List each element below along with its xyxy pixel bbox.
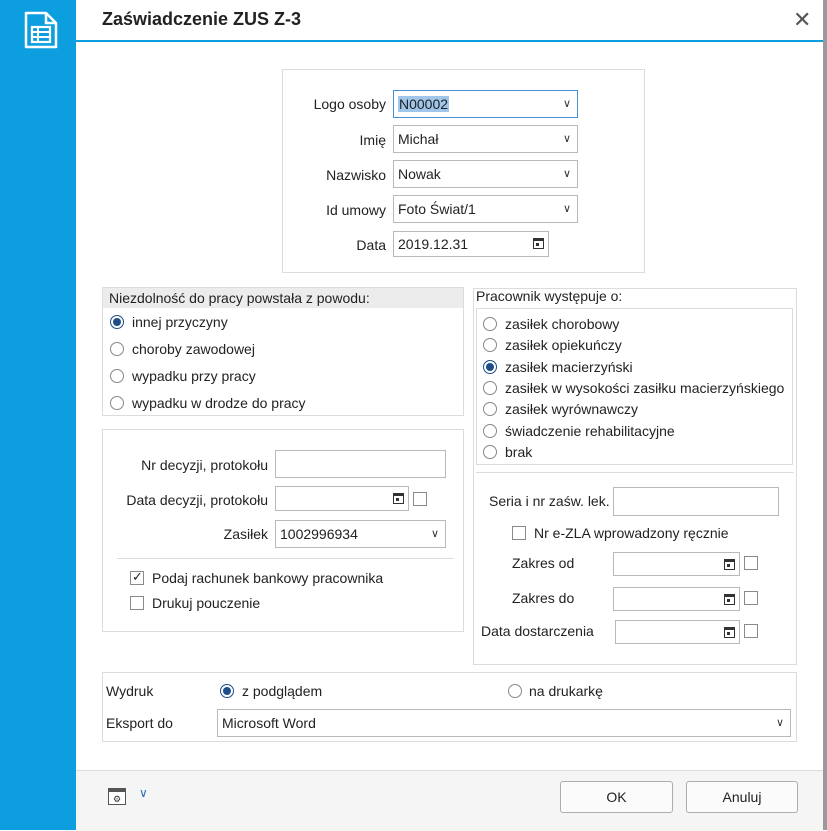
chevron-down-icon: ∨ xyxy=(430,528,439,540)
ezla-checkbox[interactable] xyxy=(512,526,526,540)
dostarczenie-field[interactable] xyxy=(615,620,740,644)
ezla-label: Nr e-ZLA wprowadzony ręcznie xyxy=(534,525,729,541)
logo-select[interactable] xyxy=(393,90,578,118)
dostarczenie-checkbox[interactable] xyxy=(744,624,758,638)
header-divider xyxy=(76,40,827,42)
pracownik-option-label: zasiłek chorobowy xyxy=(505,316,620,332)
chevron-down-icon: ∨ xyxy=(775,717,784,729)
pracownik-radio[interactable] xyxy=(483,381,497,395)
imie-label: Imię xyxy=(359,132,386,148)
niezdolnosc-radio[interactable] xyxy=(110,369,124,383)
pracownik-radio[interactable] xyxy=(483,317,497,331)
cancel-button[interactable]: Anuluj xyxy=(686,781,798,813)
niezdolnosc-title: Niezdolność do pracy powstała z powodu: xyxy=(103,288,463,308)
logo-value: N00002 xyxy=(399,96,449,112)
zakres-od-field[interactable] xyxy=(613,552,740,576)
pracownik-radio[interactable] xyxy=(483,360,497,374)
window-edge xyxy=(823,0,827,830)
separator xyxy=(117,558,454,559)
document-table-icon xyxy=(22,10,60,50)
data-decyzji-label: Data decyzji, protokołu xyxy=(126,492,268,508)
eksport-label: Eksport do xyxy=(106,715,173,731)
calendar-icon[interactable] xyxy=(724,559,735,570)
rachunek-label: Podaj rachunek bankowy pracownika xyxy=(152,570,384,586)
pracownik-title: Pracownik występuje o: xyxy=(476,288,623,304)
ok-button[interactable]: OK xyxy=(560,781,673,813)
rachunek-checkbox[interactable] xyxy=(130,571,144,585)
imie-select[interactable] xyxy=(393,125,578,153)
niezdolnosc-option-label: wypadku przy pracy xyxy=(132,368,256,384)
pracownik-option-label: zasiłek w wysokości zasiłku macierzyńskiego xyxy=(505,379,785,396)
pracownik-option-label: zasiłek wyrównawczy xyxy=(505,401,639,418)
nr-decyzji-input[interactable] xyxy=(275,450,446,478)
niezdolnosc-radio[interactable] xyxy=(110,315,124,329)
data-label: Data xyxy=(356,237,386,253)
pracownik-option-label: zasiłek opiekuńczy xyxy=(505,337,622,354)
niezdolnosc-option-label: choroby zawodowej xyxy=(132,341,255,357)
zasilek-label: Zasiłek xyxy=(223,526,268,542)
zakres-od-label: Zakres od xyxy=(512,555,575,571)
zakres-do-field[interactable] xyxy=(613,587,740,611)
logo-label: Logo osoby xyxy=(313,96,386,112)
nr-decyzji-label: Nr decyzji, protokołu xyxy=(141,457,268,473)
pracownik-option-label: zasiłek macierzyński xyxy=(505,358,633,375)
pouczenie-checkbox[interactable] xyxy=(130,596,144,610)
calendar-icon[interactable] xyxy=(393,493,404,504)
pracownik-radio[interactable] xyxy=(483,445,497,459)
data-date-field[interactable] xyxy=(393,231,549,257)
nazwisko-value: Nowak xyxy=(398,166,441,182)
dostarczenie-label: Data dostarczenia xyxy=(481,623,594,639)
close-icon[interactable]: ✕ xyxy=(793,7,812,32)
data-decyzji-checkbox[interactable] xyxy=(413,492,427,506)
seria-label: Seria i nr zaśw. lek. xyxy=(489,493,610,509)
drukarka-label: na drukarkę xyxy=(529,683,603,699)
umowa-select[interactable] xyxy=(393,195,578,223)
window-title: Zaświadczenie ZUS Z-3 xyxy=(102,9,302,29)
chevron-down-icon: ∨ xyxy=(562,203,571,215)
chevron-down-icon: ∨ xyxy=(562,168,571,180)
nazwisko-select[interactable] xyxy=(393,160,578,188)
podglad-label: z podglądem xyxy=(242,683,323,699)
chevron-down-icon: ∨ xyxy=(562,133,571,145)
pracownik-option-label: świadczenie rehabilitacyjne xyxy=(505,422,675,439)
separator xyxy=(476,472,794,473)
imie-value: Michał xyxy=(398,131,439,147)
data-value: 2019.12.31 xyxy=(398,236,469,252)
niezdolnosc-option-label: innej przyczyny xyxy=(132,314,228,330)
calendar-icon[interactable] xyxy=(533,238,544,249)
wydruk-label: Wydruk xyxy=(106,683,154,699)
niezdolnosc-radio[interactable] xyxy=(110,396,124,410)
data-decyzji-field[interactable] xyxy=(275,486,409,511)
podglad-radio[interactable] xyxy=(220,684,234,698)
zasilek-select[interactable] xyxy=(275,520,446,548)
drukarka-radio[interactable] xyxy=(508,684,522,698)
eksport-value: Microsoft Word xyxy=(222,715,316,731)
calendar-icon[interactable] xyxy=(724,594,735,605)
seria-input[interactable] xyxy=(613,487,779,516)
umowa-value: Foto Świat/1 xyxy=(398,201,476,217)
gear-window-icon[interactable]: ⚙ xyxy=(108,788,126,805)
eksport-select[interactable] xyxy=(217,709,791,737)
nazwisko-label: Nazwisko xyxy=(326,167,386,183)
pracownik-radio[interactable] xyxy=(483,424,497,438)
niezdolnosc-radio[interactable] xyxy=(110,342,124,356)
pouczenie-label: Drukuj pouczenie xyxy=(152,595,261,611)
zakres-od-checkbox[interactable] xyxy=(744,556,758,570)
umowa-label: Id umowy xyxy=(326,202,386,218)
chevron-down-icon: ∨ xyxy=(562,98,571,110)
zasilek-value: 1002996934 xyxy=(280,526,358,542)
pracownik-option-label: brak xyxy=(505,443,533,460)
niezdolnosc-option-label: wypadku w drodze do pracy xyxy=(132,395,306,411)
calendar-icon[interactable] xyxy=(724,627,735,638)
chevron-down-icon[interactable]: ∨ xyxy=(139,786,148,800)
zakres-do-label: Zakres do xyxy=(512,590,575,606)
sidebar xyxy=(0,0,76,830)
zakres-do-checkbox[interactable] xyxy=(744,591,758,605)
